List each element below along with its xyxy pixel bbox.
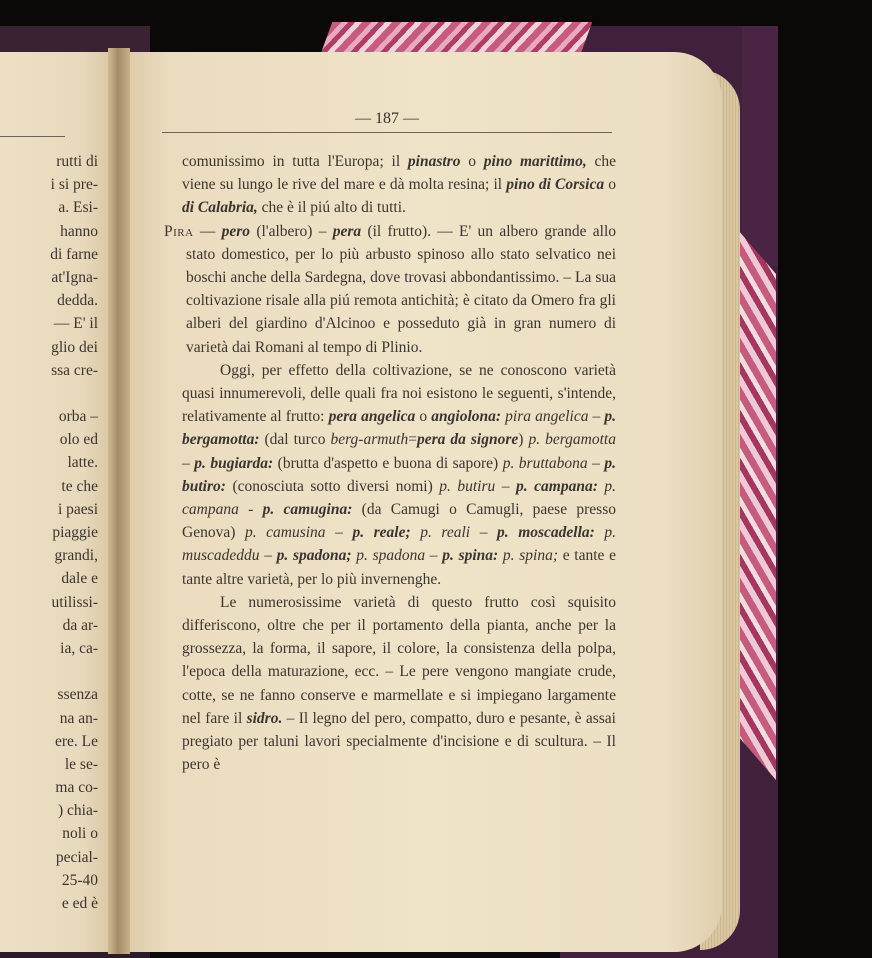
left-page-line: ssa cre- (51, 361, 98, 379)
left-page-line: te che (61, 477, 98, 495)
left-page-line: pecial- (55, 848, 98, 866)
left-header-rule (0, 136, 65, 137)
left-page-line: at'Igna- (51, 268, 98, 286)
left-page-line: ssenza (57, 686, 98, 704)
left-page-line: le se- (64, 755, 98, 773)
left-page-line: orba – (58, 408, 98, 426)
paragraph-varieties: Oggi, per effetto della coltivazione, se ne conoscono varietà quasi innumerevoli, delle quali fra noi esistono le seguenti, s'intende, relativamente al frutto: pera angelica o angiolona: pira angelica – p. bergamotta: (dal turco berg-armuth=pera da signore) p. bergamotta – p. bugiarda: (brutta d'aspetto e buona di sapore) p. bruttabona – p. butiro: (conosciuta sotto diversi nomi) p. butiru – p. campana: p. campana - p. camugina: (da Camugi o Camugli, paese presso Genova) p. camusina – p. reale; p. reali – p. moscadella: p. muscadeddu – p. spadona; p. spadona – p. spina: p. spina; e tante e tante altre varietà, per lo più invernenghe. (182, 361, 617, 588)
left-page-line: latte. (67, 454, 98, 472)
left-page-line: na an- (59, 709, 98, 727)
left-page-line: dedda. (57, 292, 98, 310)
header-rule (162, 132, 612, 133)
left-page-line: olo ed (59, 431, 98, 449)
left-page-text (0, 150, 98, 912)
left-page-line: da ar- (62, 616, 98, 634)
cover-corner (742, 26, 778, 266)
left-page-line: noli o (62, 825, 98, 843)
left-page-line: — E' il (53, 315, 98, 333)
left-page-line: utilissi- (51, 593, 98, 611)
page-number: — 187 — (355, 110, 419, 127)
entry-pira: Pira — pero (l'albero) – pera (il frutto). — E' un albero grande allo stato domestico, per lo più arbusto spinoso allo stato selvatico nei boschi anche della Sardegna, dove trovasi abbondantissimo. – La sua coltivazione risale alla piú remota antichità; è citato da Omero fra gli alberi del giardino d'Alcinoo e posseduto già in gran numero di varietà dai Romani al tempo di Plinio. (164, 222, 616, 356)
left-page-line (0, 660, 98, 683)
left-page-line: hanno (60, 222, 98, 240)
left-page-line: rutti di (56, 153, 98, 170)
left-page-line: piaggie (52, 524, 98, 541)
left-page-line: ) chia- (57, 802, 98, 820)
left-page-line: di farne (50, 245, 98, 263)
left-page-line: i paesi (57, 500, 98, 518)
left-page-line: a. Esi- (58, 199, 98, 217)
left-page-line: grandi, (54, 547, 98, 565)
entry-headword: Pira (164, 222, 194, 240)
book-gutter (108, 48, 130, 954)
left-page-line: ma co- (55, 779, 98, 797)
paragraph-pinastro: comunissimo in tutta l'Europa; il pinastro o pino marittimo, che viene su lungo le rive del mare e dà molta resina; il pino di Corsica o di Calabria, che è il piú alto di tutti. (182, 153, 617, 217)
left-page-line: ia, ca- (60, 639, 98, 657)
left-page-line: ere. Le (54, 732, 98, 750)
left-page-line: 25-40 (61, 871, 98, 889)
paragraph-characteristics: Le numerosissime varietà di questo frutto così squisito differiscono, oltre che per il portamento della pianta, anche per la grossezza, la forma, il sapore, il colore, la consistenza della polpa, l'epoca della maturazione, ecc. – Le pere vengono mangiate crude, cotte, se ne fanno conserve e marmellate e si impiegano largamente nel fare il sidro. – Il legno del pero, compatto, duro e pesante, è assai pregiato per taluni lavori specialmente d'incisione e di scultura. – Il pero è (182, 593, 616, 774)
marbled-endpaper-right (738, 230, 776, 780)
left-page-line: e ed è (61, 895, 98, 912)
left-page-line: glio dei (51, 338, 98, 356)
left-page-line: i si pre- (50, 176, 98, 194)
left-page-line: dale e (61, 570, 98, 588)
left-page-line (0, 382, 98, 405)
page-body (164, 150, 616, 840)
